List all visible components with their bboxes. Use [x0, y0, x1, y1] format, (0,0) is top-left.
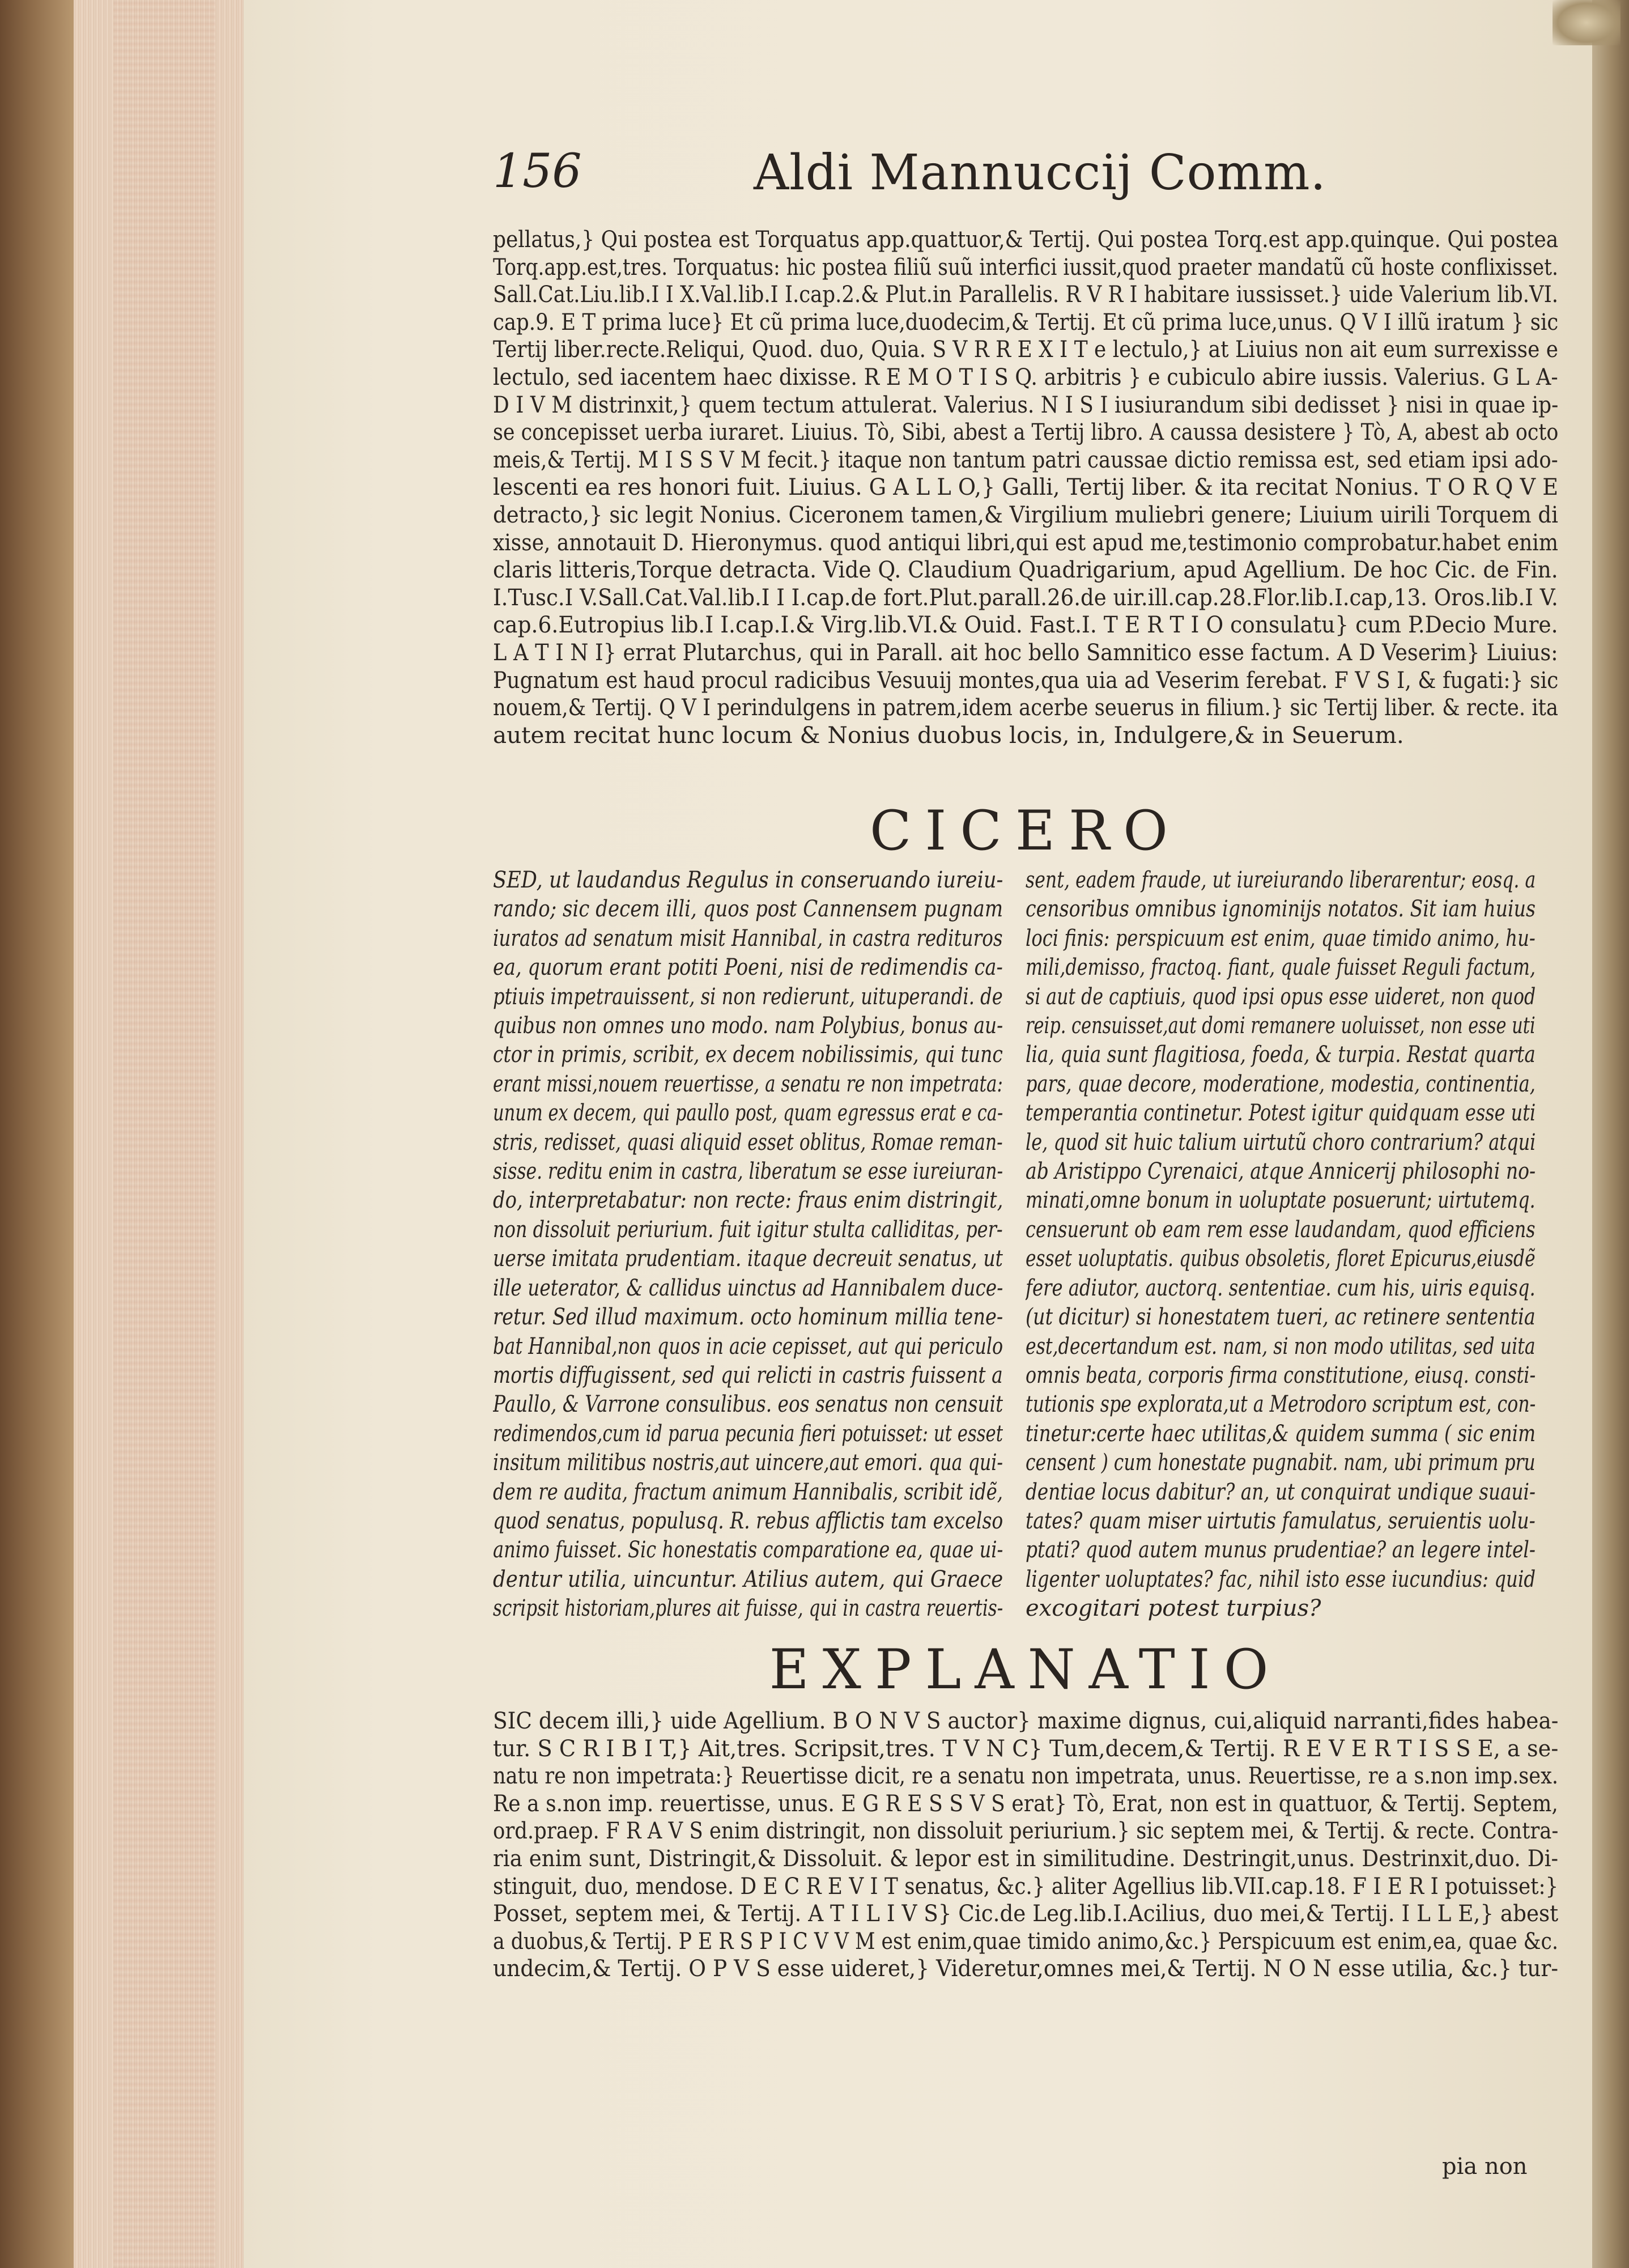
text-line: ria enim sunt, Distringit,& Dissoluit. & lepor est in similitudine. Destringit,unus. Destrinxit,duo. Di-	[493, 1844, 1558, 1872]
text-line: fere adiutor, auctorq. sententiae. cum his, uiris equisq.	[1026, 1275, 1536, 1301]
text-line: Paullo, & Varrone consulibus. eos senatus non censuit	[493, 1391, 1003, 1418]
text-line: animo fuisset. Sic honestatis comparatione ea, quae ui-	[493, 1537, 1003, 1564]
text-line: ille ueterator, & callidus uinctus ad Hannibalem duce-	[493, 1275, 1003, 1301]
text-line: lescenti ea res honori fuit. Liuius. G A L L O,} Galli, Tertij liber. & ita recitat Nonius. T O R Q V E	[493, 473, 1558, 501]
section-heading-explanatio: EXPLANATIO	[769, 1638, 1282, 1701]
text-line: a duobus,& Tertij. P E R S P I C V V M est enim,quae timido animo,&c.} Perspicuum est enim,ea, quae &c.	[493, 1927, 1558, 1955]
text-line: stinguit, duo, mendose. D E C R E V I T senatus, &c.} aliter Agellius lib.VII.cap.18. F I E R I potuisset:}	[493, 1872, 1558, 1900]
text-line: lectulo, sed iacentem haec dixisse. R E M O T I S Q. arbitris } e cubiculo abire iussis. Valerius. G L A-	[493, 363, 1558, 390]
text-line: sent, eadem fraude, ut iureiurando liberarentur; eosq. a	[1026, 867, 1536, 893]
text-line: L A T I N I} errat Plutarchus, qui in Parall. ait hoc bello Samnitico esse factum. A D Veserim} Liuius:	[493, 638, 1558, 666]
text-line: est,decertandum est. nam, si non modo utilitas, sed uita	[1026, 1333, 1536, 1360]
page-header	[493, 145, 1558, 213]
text-line: I.Tusc.I V.Sall.Cat.Val.lib.I I I.cap.de fort.Plut.parall.26.de uir.ill.cap.28.Flor.lib.I.cap,13. Oros.lib.I V.	[493, 583, 1558, 611]
text-line: detracto,} sic legit Nonius. Ciceronem tamen,& Virgilium muliebri genere; Liuium uirili Torquem di	[493, 500, 1558, 528]
text-line: (ut dicitur) si honestatem tueri, ac retinere sententia	[1026, 1304, 1536, 1331]
text-line: temperantia continetur. Potest igitur quidquam esse uti	[1026, 1100, 1536, 1127]
text-line: bat Hannibal,non quos in acie cepisset, aut qui periculo	[493, 1333, 1003, 1360]
text-line: meis,& Tertij. M I S S V M fecit.} itaque non tantum patri caussae dictio remissa est, sed etiam ipsi ado-	[493, 445, 1558, 473]
text-line: censent ) cum honestate pugnabit. nam, ubi primum pru	[1026, 1450, 1536, 1476]
text-line: tates? quam miser uirtutis famulatus, seruientis uolu-	[1026, 1507, 1536, 1534]
text-line: quibus non omnes uno modo. nam Polybius, bonus au-	[493, 1013, 1003, 1039]
cicero-text-left-column	[493, 866, 1003, 1624]
text-line: ligenter uoluptates? fac, nihil isto esse iucundius: quid	[1026, 1566, 1536, 1592]
text-line: SED, ut laudandus Regulus in conseruando iureiu-	[493, 867, 1003, 893]
text-line: dentur utilia, uincuntur. Atilius autem, qui Graece	[493, 1566, 1003, 1592]
text-line: mili,demisso, fractoq. fiant, quale fuisset Reguli factum,	[1026, 954, 1536, 981]
running-title: Aldi Mannuccij Comm.	[754, 145, 1326, 201]
text-line: scripsit historiam,plures ait fuisse, qui in castra reuertis-	[493, 1595, 1003, 1622]
text-line: iuratos ad senatum misit Hannibal, in castra redituros	[493, 925, 1003, 952]
text-line: claris litteris,Torque detracta. Vide Q. Claudium Quadrigarium, apud Agellium. De hoc Cic. de Fin.	[493, 556, 1558, 584]
text-line: xisse, annotauit D. Hieronymus. quod antiqui libri,qui est apud me,testimonio comprobatur.habet enim	[493, 528, 1558, 556]
text-line: nouem,& Tertij. Q V I perindulgens in patrem,idem acerbe seuerus in filium.} sic Tertij liber. & recte. ita	[493, 694, 1558, 721]
catchword: pia non	[1442, 2154, 1528, 2180]
text-line: censoribus omnibus ignominijs notatos. Sit iam huius	[1026, 896, 1536, 923]
text-line: sisse. reditu enim in castra, liberatum se esse iureiuran-	[493, 1158, 1003, 1185]
text-line: ord.praep. F R A V S enim distringit, non dissoluit periurium.} sic septem mei, & Tertij. & recte. Contra-	[493, 1817, 1558, 1845]
facing-page-edge	[1592, 0, 1629, 2268]
text-line: natu re non impetrata:} Reuertisse dicit, re a senatu non impetrata, unus. Reuertisse, re a s.non imp.sex.	[493, 1762, 1558, 1790]
text-line: minati,omne bonum in uoluptate posuerunt; uirtutemq.	[1026, 1187, 1536, 1214]
text-line: unum ex decem, qui paullo post, quam egressus erat e ca-	[493, 1100, 1003, 1127]
text-line: pars, quae decore, moderatione, modestia, continentia,	[1026, 1071, 1536, 1097]
text-line: le, quod sit huic talium uirtutũ choro contrarium? atqui	[1026, 1129, 1536, 1156]
text-line: D I V M distrinxit,} quem tectum attulerat. Valerius. N I S I iusiurandum sibi dedisset } nisi in quae ip-	[493, 390, 1558, 418]
bookmark-tassel	[1553, 0, 1621, 45]
page-edge-speckle	[113, 0, 215, 2268]
cicero-text-right-column	[1026, 866, 1536, 1624]
folio-number: 156	[493, 145, 582, 198]
text-line: mortis diffugissent, sed qui relicti in castris fuissent a	[493, 1362, 1003, 1388]
text-line: ab Aristippo Cyrenaici, atque Annicerij philosophi no-	[1026, 1158, 1536, 1185]
text-line: ctor in primis, scribit, ex decem nobilissimis, qui tunc	[493, 1042, 1003, 1068]
text-line: ptati? quod autem munus prudentiae? an legere intel-	[1026, 1537, 1536, 1564]
text-line: insitum militibus nostris,aut uincere,aut emori. qua qui-	[493, 1450, 1003, 1476]
text-line: Torq.app.est,tres. Torquatus: hic postea filiũ suũ interfici iussit,quod praeter mandatũ cũ hoste conflixisset.	[493, 253, 1558, 281]
text-line: retur. Sed illud maximum. octo hominum millia tene-	[493, 1304, 1003, 1331]
text-line: tinetur:certe haec utilitas,& quidem summa ( sic enim	[1026, 1420, 1536, 1447]
text-line: Sall.Cat.Liu.lib.I I X.Val.lib.I I.cap.2.& Plut.in Parallelis. R V R I habitare iussisset.} uide Valerium lib.VI.	[493, 281, 1558, 308]
text-line: loci finis: perspicuum est enim, quae timido animo, hu-	[1026, 925, 1536, 952]
text-line: redimendos,cum id parua pecunia fieri potuisset: ut esset	[493, 1420, 1003, 1447]
text-line: undecim,& Tertij. O P V S esse uideret,} Videretur,omnes mei,& Tertij. N O N esse utilia, &c.} tur-	[493, 1955, 1558, 1982]
text-line: cap.6.Eutropius lib.I I.cap.I.& Virg.lib.VI.& Ouid. Fast.I. T E R T I O consulatu} cum P.Decio Mure.	[493, 611, 1558, 639]
text-line: autem recitat hunc locum & Nonius duobus locis, in, Indulgere,& in Seuerum.	[493, 721, 1404, 749]
text-line: dem re audita, fractum animum Hannibalis, scribit idẽ,	[493, 1479, 1003, 1505]
text-line: cap.9. E T prima luce} Et cũ prima luce,duodecim,& Tertij. Et cũ prima luce,unus. Q V I illũ iratum } sic	[493, 308, 1558, 335]
text-line: ptiuis impetrauissent, si non redierunt, uituperandi. de	[493, 983, 1003, 1010]
text-line: erant missi,nouem reuertisse, a senatu re non impetrata:	[493, 1071, 1003, 1097]
text-line: si aut de captiuis, quod ipsi opus esse uideret, non quod	[1026, 983, 1536, 1010]
text-line: Pugnatum est haud procul radicibus Vesuuij montes,qua uia ad Veserim ferebat. F V S I, & fugati:} sic	[493, 666, 1558, 694]
text-line: excogitari potest turpius?	[1026, 1595, 1321, 1622]
text-line: uerse imitata prudentiam. itaque decreuit senatus, ut	[493, 1246, 1003, 1272]
text-line: SIC decem illi,} uide Agellium. B O N V S auctor} maxime dignus, cui,aliquid narranti,fides habea-	[493, 1707, 1558, 1734]
text-line: quod senatus, populusq. R. rebus afflictis tam excelso	[493, 1507, 1003, 1534]
text-line: do, interpretabatur: non recte: fraus enim distringit,	[493, 1187, 1003, 1214]
text-line: Tertij liber.recte.Reliqui, Quod. duo, Quia. S V R R E X I T e lectulo,} at Liuius non ait eum surrexisse e	[493, 335, 1558, 363]
text-line: non dissoluit periurium. fuit igitur stulta calliditas, per-	[493, 1216, 1003, 1243]
text-line: esset uoluptatis. quibus obsoletis, floret Epicurus,eiusdẽ	[1026, 1246, 1536, 1272]
text-line: Posset, septem mei, & Tertij. A T I L I V S} Cic.de Leg.lib.I.Acilius, duo mei,& Tertij. I L L E,} abest	[493, 1900, 1558, 1927]
text-line: Re a s.non imp. reuertisse, unus. E G R E S S V S erat} Tò, Erat, non est in quattuor, & Tertij. Septem,	[493, 1789, 1558, 1817]
text-line: dentiae locus dabitur? an, ut conquirat undique suaui-	[1026, 1479, 1536, 1505]
text-line: censuerunt ob eam rem esse laudandam, quod efficiens	[1026, 1216, 1536, 1243]
text-line: stris, redisset, quasi aliquid esset oblitus, Romae reman-	[493, 1129, 1003, 1156]
text-line: ea, quorum erant potiti Poeni, nisi de redimendis ca-	[493, 954, 1003, 981]
section-heading-cicero: CICERO	[870, 799, 1181, 863]
text-line: tutionis spe explorata,ut a Metrodoro scriptum est, con-	[1026, 1391, 1536, 1418]
text-line: rando; sic decem illi, quos post Cannensem pugnam	[493, 896, 1003, 923]
text-line: tur. S C R I B I T,} Ait,tres. Scripsit,tres. T V N C} Tum,decem,& Tertij. R E V E R T I S S E, a se-	[493, 1734, 1558, 1762]
book-binding	[0, 0, 74, 2268]
text-line: pellatus,} Qui postea est Torquatus app.quattuor,& Tertij. Qui postea Torq.est app.quinque. Qui postea	[493, 226, 1558, 253]
text-line: reip. censuisset,aut domi remanere uoluisset, non esse uti	[1026, 1013, 1536, 1039]
commentary-bottom	[493, 1707, 1558, 1982]
commentary-top	[493, 226, 1558, 749]
text-line: lia, quia sunt flagitiosa, foeda, & turpia. Restat quarta	[1026, 1042, 1536, 1068]
text-line: se concepisset uerba iuraret. Liuius. Tò, Sibi, abest a Tertij libro. A caussa desistere } Tò, A, abest ab octo	[493, 418, 1558, 446]
text-line: omnis beata, corporis firma constitutione, eiusq. consti-	[1026, 1362, 1536, 1388]
